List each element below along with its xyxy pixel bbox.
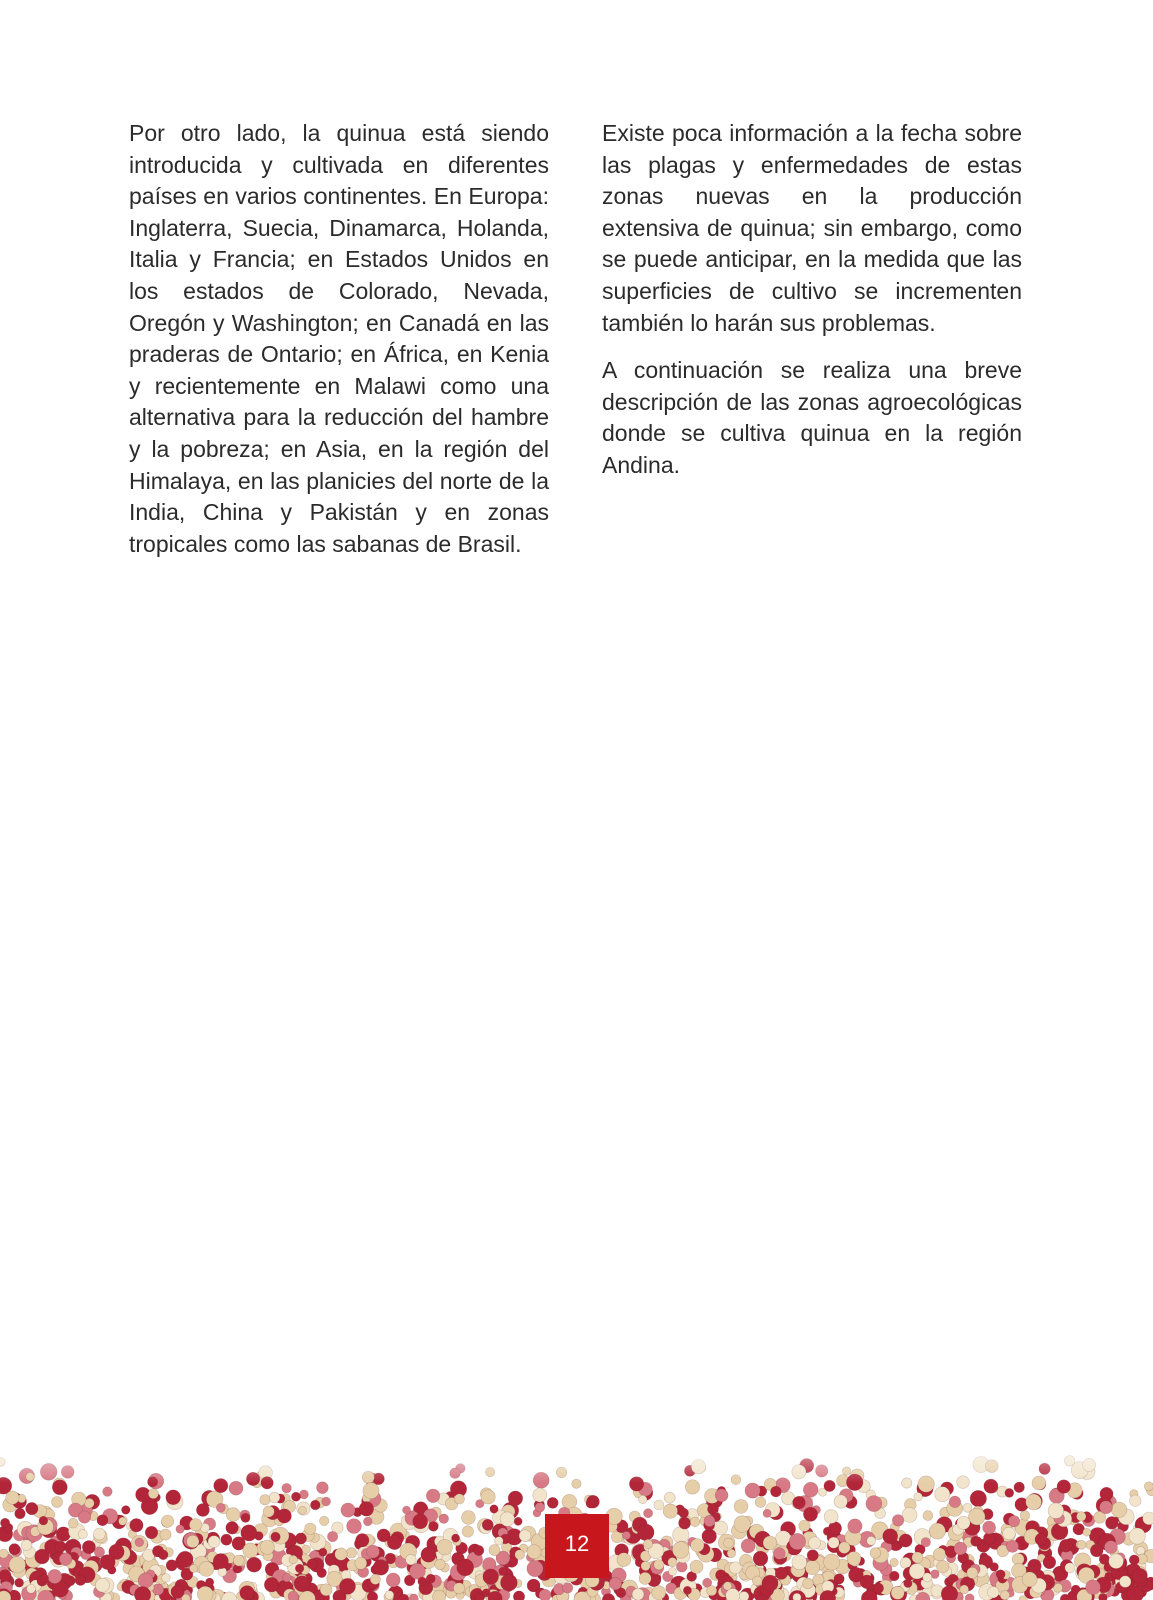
paragraph: Existe poca información a la fecha sobre las plagas y enfermedades de estas zonas nuevas en la producción extensiva de quinua; sin embargo, como se puede anticipar, en la medida que las superficies de cultivo se incrementen también lo harán sus problemas. [602, 120, 1022, 336]
right-column [602, 118, 1022, 498]
paragraph: A continuación se realiza una breve descripción de las zonas agroecológicas donde se cultiva quinua en la región Andina. [602, 357, 1022, 478]
page-number: 12 [545, 1514, 609, 1578]
paragraph: Por otro lado, la quinua está siendo introducida y cultivada en diferentes países en varios continentes. En Europa: Inglaterra, Suecia, Dinamarca, Holanda, Italia y Francia; en Estados Unidos en los estados de Colorado, Nevada, Oregón y Washington; en Canadá en las praderas de Ontario; en África, en Kenia y recientemente en Malawi como una alternativa para la reducción del hambre y la pobreza; en Asia, en la región del Himalaya, en las planicies del norte de la India, China y Pakistán y en zonas tropicales como las sabanas de Brasil. [129, 120, 549, 557]
left-column [129, 118, 549, 576]
